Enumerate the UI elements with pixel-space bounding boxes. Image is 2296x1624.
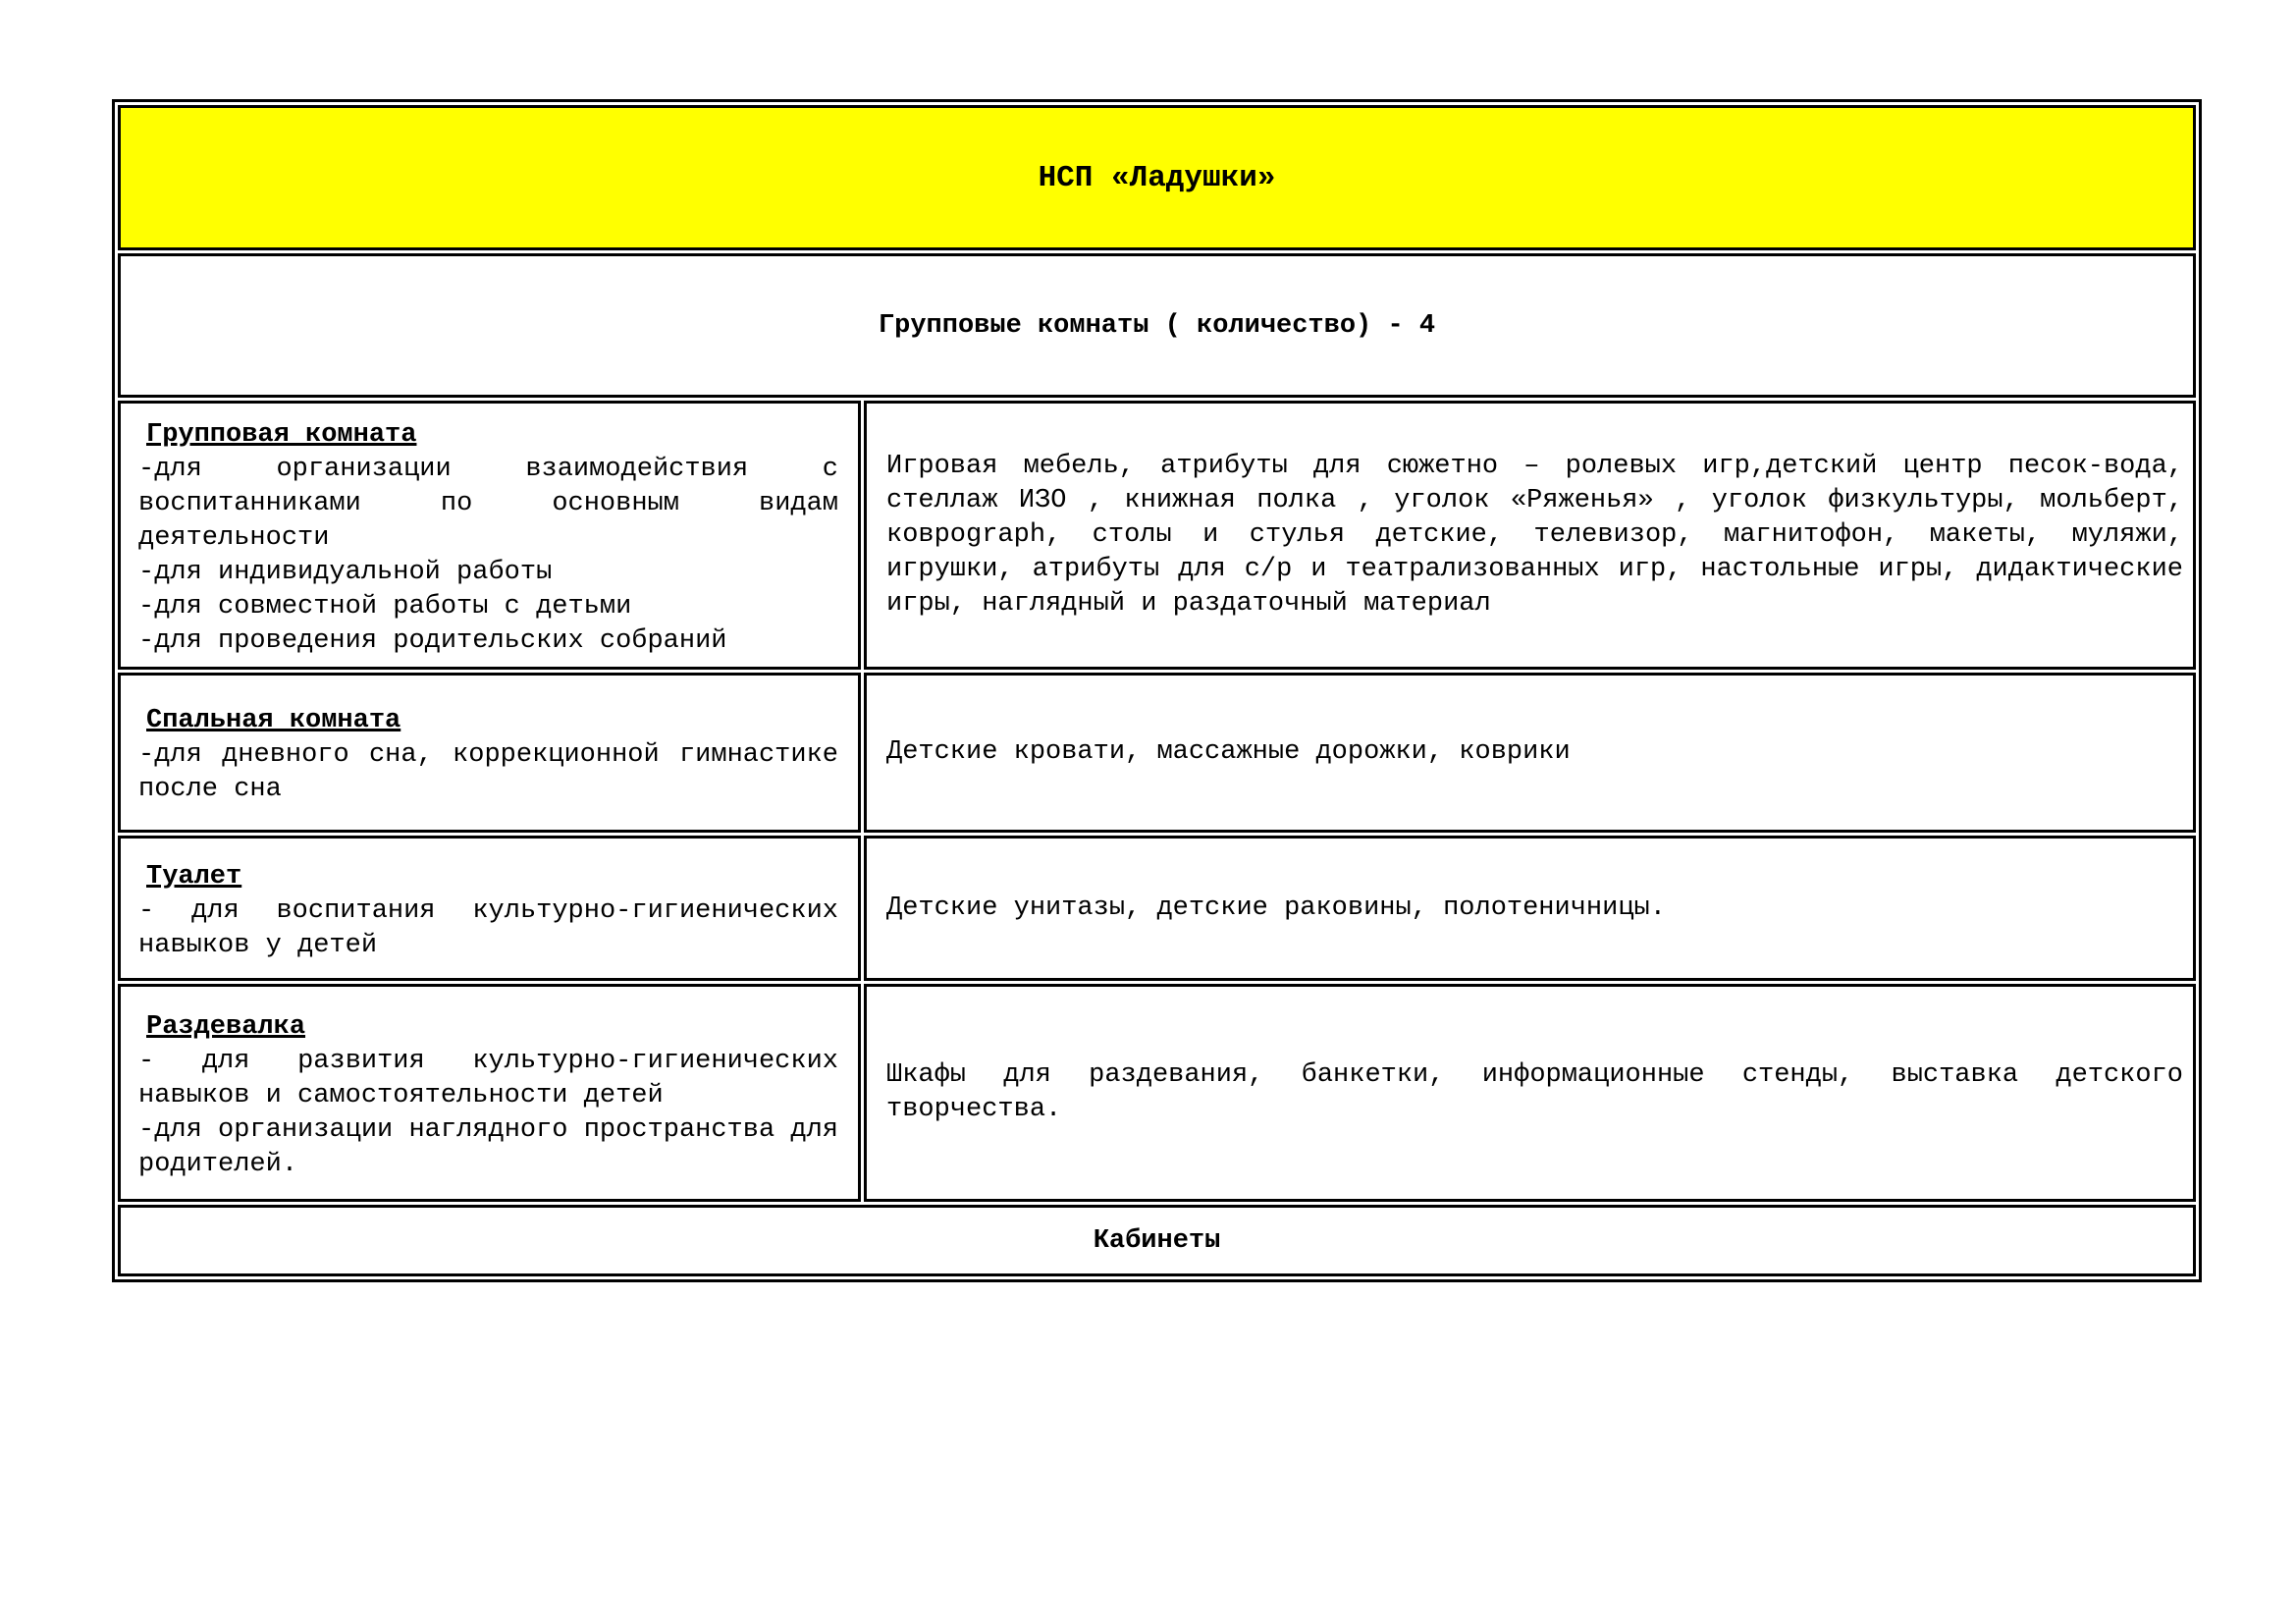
room-purpose: -для проведения родительских собраний (138, 625, 727, 656)
institution-title: НСП «Ладушки» (118, 105, 2196, 250)
room-purpose: -для совместной работы с детьми (138, 591, 632, 622)
table-row (118, 673, 2196, 833)
room-name: Туалет (146, 861, 242, 892)
table-row (118, 836, 2196, 981)
table-row (118, 401, 2196, 670)
room-purpose-cell (118, 673, 861, 833)
room-equipment: Шкафы для раздевания, банкетки, информационные стенды, выставка детского творчества. (864, 984, 2196, 1202)
room-purpose: -для организации взаимодействия с воспитанниками по основным видам деятельности (138, 454, 838, 553)
room-purpose: -для организации наглядного пространства для родителей. (138, 1114, 838, 1179)
room-purpose: - для воспитания культурно-гигиенических навыков у детей (138, 895, 838, 960)
room-purpose-cell (118, 401, 861, 670)
room-equipment: Игровая мебель, атрибуты для сюжетно – ролевых игр,детский центр песок-вода, стеллаж ИЗО , книжная полка , уголок «Ряженья» , уголок физкультуры, мольберт, ковроgraph, столы и стулья детские, телевизор, магнитофон, макеты, муляжи, игрушки, атрибуты для с/р и театрализованных игр, настольные игры, дидактические игры, наглядный и раздаточный материал (864, 401, 2196, 670)
rooms-table (112, 99, 2202, 1282)
group-rooms-count: Групповые комнаты ( количество) - 4 (118, 253, 2196, 398)
room-purpose: -для индивидуальной работы (138, 557, 553, 587)
room-purpose: - для развития культурно-гигиенических навыков и самостоятельности детей (138, 1046, 838, 1110)
room-equipment: Детские унитазы, детские раковины, полотеничницы. (864, 836, 2196, 981)
room-purpose: -для дневного сна, коррекционной гимнастике после сна (138, 740, 838, 804)
room-equipment: Детские кровати, массажные дорожки, коврики (864, 673, 2196, 833)
room-name: Раздевалка (146, 1011, 306, 1042)
table-row (118, 984, 2196, 1202)
room-name: Групповая комната (146, 419, 417, 450)
room-purpose-cell (118, 836, 861, 981)
cabinets-section-title: Кабинеты (118, 1205, 2196, 1276)
room-name: Спальная комната (146, 706, 401, 735)
room-purpose-cell (118, 984, 861, 1202)
